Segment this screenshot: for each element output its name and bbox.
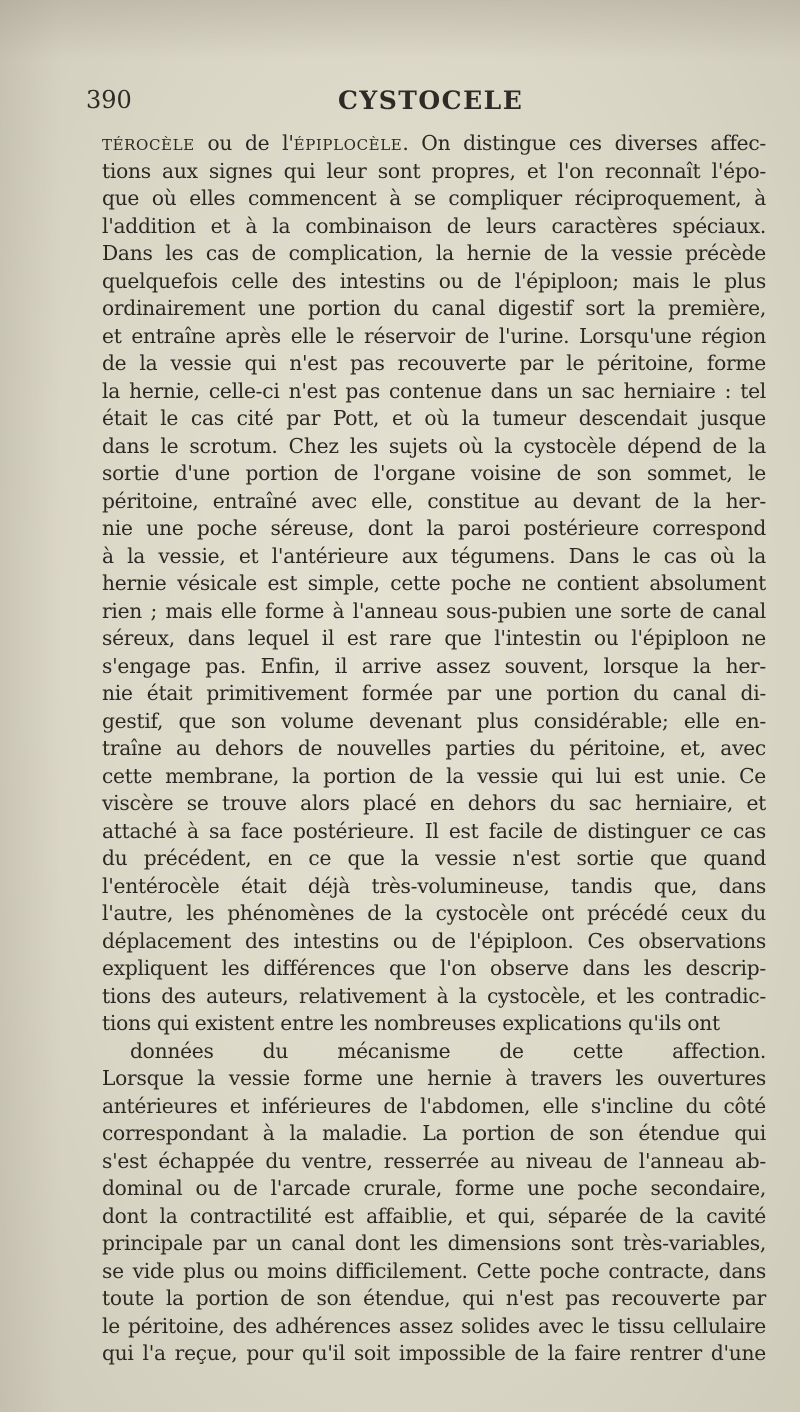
text-fragment: . On distingue ces diverses affec- bbox=[402, 131, 766, 155]
page-number: 390 bbox=[86, 86, 132, 114]
text-line: attaché à sa face postérieure. Il est facile de distinguer ce cas bbox=[102, 818, 766, 843]
text-line: principale par un canal dont les dimensions sont très-variables, bbox=[102, 1231, 766, 1255]
text-line: quelquefois celle des intestins ou de l'épiploon; mais le plus bbox=[102, 268, 766, 293]
text-line: l'autre, les phénomènes de la cystocèle ont précédé ceux du bbox=[102, 901, 766, 925]
text-line: rien ; mais elle forme à l'anneau sous-pubien une sorte de canal bbox=[102, 598, 766, 623]
text-line: de la vessie qui n'est pas recouverte par le péritoine, forme bbox=[102, 351, 766, 375]
text-line: toute la portion de son étendue, qui n'est pas recouverte par bbox=[102, 1286, 766, 1310]
running-head: CYSTOCELE bbox=[338, 86, 524, 115]
text-line: dont la contractilité est affaiblie, et qui, séparée de la cavité bbox=[102, 1203, 766, 1228]
text-line: s'est échappée du ventre, resserrée au niveau de l'anneau ab- bbox=[102, 1148, 766, 1173]
text-line: tions qui existent entre les nombreuses explications qu'ils ont bbox=[102, 1011, 720, 1035]
small-caps-term: TÉROCÈLE bbox=[102, 136, 195, 154]
text-line: cette membrane, la portion de la vessie qui lui est unie. Ce bbox=[102, 763, 766, 788]
text-line: tions aux signes qui leur sont propres, et l'on reconnaît l'épo- bbox=[102, 158, 766, 183]
text-line: l'entérocèle était déjà très-volumineuse, tandis que, dans bbox=[102, 873, 766, 898]
text-line: données du mécanisme de cette affection. bbox=[130, 1038, 766, 1063]
text-line: se vide plus ou moins difficilement. Cette poche contracte, dans bbox=[102, 1258, 766, 1283]
text-line: la hernie, celle-ci n'est pas contenue dans un sac herniaire : tel bbox=[102, 378, 766, 403]
page-shadow-left bbox=[0, 0, 60, 1412]
text-line: le péritoine, des adhérences assez solides avec le tissu cellulaire bbox=[102, 1313, 766, 1338]
text-fragment: ou de l' bbox=[194, 131, 294, 155]
text-line: correspondant à la maladie. La portion de son étendue qui bbox=[102, 1121, 766, 1145]
text-line: expliquent les différences que l'on observe dans les descrip- bbox=[102, 956, 766, 980]
text-line: et entraîne après elle le réservoir de l'urine. Lorsqu'une région bbox=[102, 323, 766, 348]
text-line: Lorsque la vessie forme une hernie à travers les ouvertures bbox=[102, 1066, 766, 1090]
text-line: tions des auteurs, relativement à la cystocèle, et les contradic- bbox=[102, 983, 766, 1008]
text-line: traîne au dehors de nouvelles parties du péritoine, et, avec bbox=[102, 736, 766, 760]
text-line: nie était primitivement formée par une portion du canal di- bbox=[102, 681, 766, 705]
text-line bbox=[102, 130, 766, 158]
text-line: hernie vésicale est simple, cette poche ne contient absolument bbox=[102, 571, 766, 595]
text-line: déplacement des intestins ou de l'épiploon. Ces observations bbox=[102, 928, 766, 953]
page-shadow-top bbox=[0, 0, 800, 60]
text-line: viscère se trouve alors placé en dehors du sac herniaire, et bbox=[102, 791, 766, 815]
text-line: séreux, dans lequel il est rare que l'intestin ou l'épiploon ne bbox=[102, 626, 766, 650]
page-header bbox=[80, 86, 760, 126]
text-line: à la vessie, et l'antérieure aux tégumens. Dans le cas où la bbox=[102, 543, 766, 568]
text-line: nie une poche séreuse, dont la paroi postérieure correspond bbox=[102, 516, 766, 540]
text-line: ordinairement une portion du canal digestif sort la première, bbox=[102, 296, 766, 320]
text-line: que où elles commencent à se compliquer réciproquement, à bbox=[102, 186, 766, 210]
text-line: sortie d'une portion de l'organe voisine de son sommet, le bbox=[102, 461, 766, 485]
small-caps-term: ÉPIPLOCÈLE bbox=[293, 136, 403, 154]
text-line: gestif, que son volume devenant plus considérable; elle en- bbox=[102, 708, 766, 733]
text-line: qui l'a reçue, pour qu'il soit impossible de la faire rentrer d'une bbox=[102, 1341, 766, 1365]
text-line: du précédent, en ce que la vessie n'est sortie que quand bbox=[102, 846, 766, 870]
text-line: Dans les cas de complication, la hernie de la vessie précède bbox=[102, 241, 766, 265]
text-line: s'engage pas. Enfin, il arrive assez souvent, lorsque la her- bbox=[102, 653, 766, 678]
text-line: antérieures et inférieures de l'abdomen, elle s'incline du côté bbox=[102, 1093, 766, 1118]
text-line: péritoine, entraîné avec elle, constitue au devant de la her- bbox=[102, 488, 766, 513]
text-body bbox=[102, 130, 766, 1368]
text-line: l'addition et à la combinaison de leurs caractères spéciaux. bbox=[102, 213, 766, 238]
text-line: dominal ou de l'arcade crurale, forme une poche secondaire, bbox=[102, 1176, 766, 1200]
text-line: était le cas cité par Pott, et où la tumeur descendait jusque bbox=[102, 406, 766, 430]
text-line: dans le scrotum. Chez les sujets où la cystocèle dépend de la bbox=[102, 433, 766, 458]
